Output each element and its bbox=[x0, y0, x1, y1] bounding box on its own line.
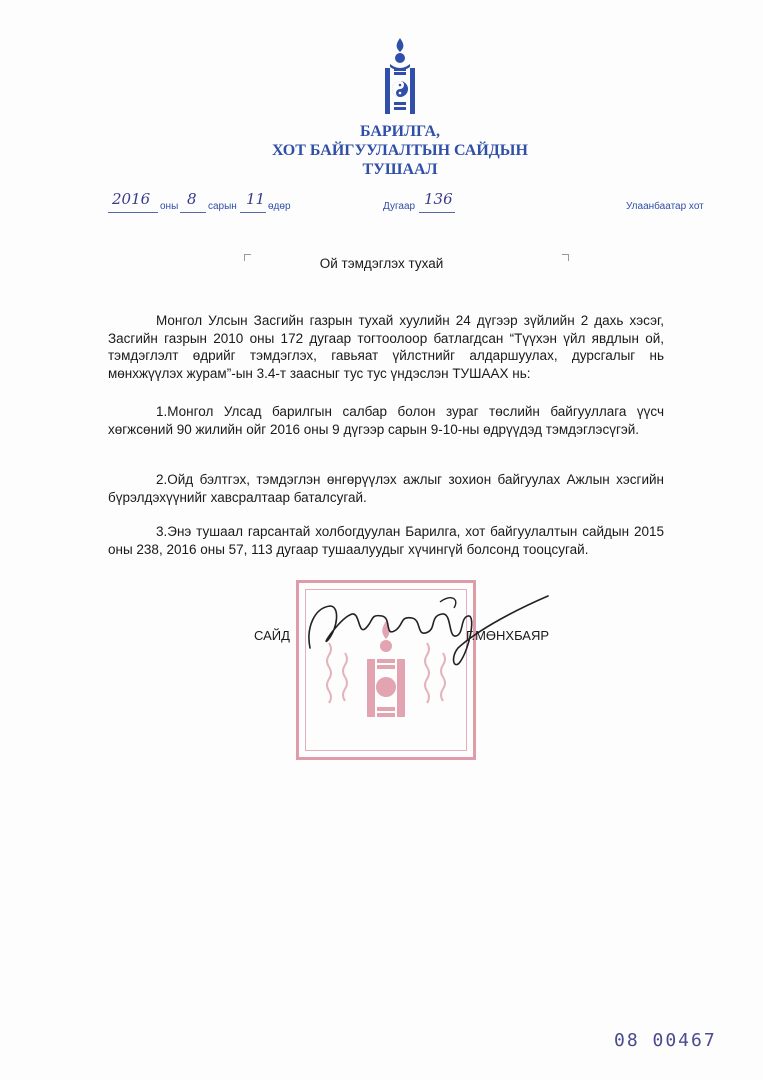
paragraph-item-1: 1.Монгол Улсад барилгын салбар болон зураг төслийн байгууллага үүсч хөгжсөний 90 жилийн ойг 2016 оны 9 дүгээр сарын 9-10-ны өдрүүдэд тэмдэглэсүгэй. bbox=[108, 404, 664, 437]
soyombo-emblem-icon bbox=[382, 36, 418, 116]
paragraph-preamble: Монгол Улсын Засгийн газрын тухай хуулийн 24 дүгээр зүйлийн 2 дахь хэсэг, Засгийн газрын 2010 оны 172 дугаар тогтоолоор батлагдсан “Түүхэн үйл явдлын ой, тэмдэглэлт өдрийг тэмдэглэх, гавьяат үйлстнийг алдаршуулах, дурсгалыг нь мөнхжүүлэх журам”-ын 3.4-т заасныг тус тус үндэслэн ТУШААХ нь: bbox=[108, 313, 664, 381]
number-handwritten: 136 bbox=[424, 190, 453, 208]
date-number-row bbox=[0, 190, 763, 220]
header-line-2: ХОТ БАЙГУУЛАЛТЫН САЙДЫН bbox=[272, 142, 528, 159]
handwritten-signature bbox=[300, 588, 560, 668]
city-label: Улаанбаатар хот bbox=[626, 201, 704, 212]
year-handwritten: 2016 bbox=[112, 190, 151, 208]
signatory-position: САЙД bbox=[254, 628, 290, 643]
document-title: Ой тэмдэглэх тухай bbox=[319, 256, 444, 271]
paragraph-item-2: 2.Ойд бэлтгэх, тэмдэглэн өнгөрүүлэх ажлыг зохион байгуулах Ажлын хэсгийн бүрэлдэхүүнийг хавсралтаар баталсугай. bbox=[108, 472, 664, 505]
paragraph-item-3: 3.Энэ тушаал гарсантай холбогдуулан Барилга, хот байгуулалтын сайдын 2015 оны 238, 2016 оны 57, 113 дугаар тушаалуудыг хүчингүй болсонд тооцсугай. bbox=[108, 524, 664, 557]
header-line-1: БАРИЛГА, bbox=[359, 123, 441, 140]
number-label: Дугаар bbox=[383, 201, 416, 212]
month-handwritten: 8 bbox=[187, 190, 197, 208]
serial-number: 08 00467 bbox=[614, 1030, 717, 1051]
header-line-3: ТУШААЛ bbox=[362, 161, 438, 178]
day-handwritten: 11 bbox=[246, 190, 266, 208]
month-label: сарын bbox=[208, 201, 237, 212]
signatory-name: Г.МӨНХБАЯР bbox=[466, 628, 550, 643]
day-label: өдөр bbox=[268, 201, 291, 212]
year-label: оны bbox=[160, 201, 179, 212]
ministry-order-header bbox=[200, 122, 600, 179]
